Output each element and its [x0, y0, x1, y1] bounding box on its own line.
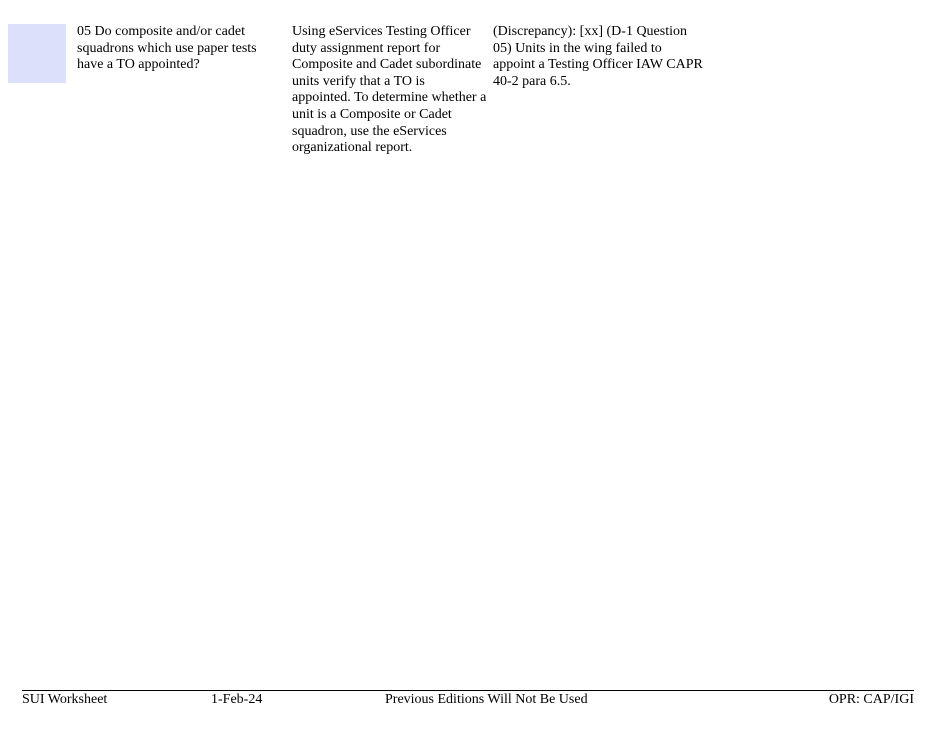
footer-form-name: SUI Worksheet [22, 692, 108, 707]
question-text: 05 Do composite and/or cadet squadrons which use paper tests have a TO appointed? [77, 24, 257, 73]
footer-divider [22, 690, 914, 691]
guidance-text: Using eServices Testing Officer duty assignment report for Composite and Cadet subordinate units verify that a TO is appointed. To determine whether a unit is a Composite or Cadet squadron, use the eServices organizational report. [292, 24, 487, 156]
row-highlight-marker [8, 24, 66, 83]
footer-notice: Previous Editions Will Not Be Used [385, 692, 588, 707]
footer-opr: OPR: CAP/IGI [828, 692, 914, 707]
footer-date: 1-Feb-24 [211, 692, 263, 707]
discrepancy-text: (Discrepancy): [xx] (D-1 Question 05) Units in the wing failed to appoint a Testing Officer IAW CAPR 40-2 para 6.5. [493, 24, 703, 89]
